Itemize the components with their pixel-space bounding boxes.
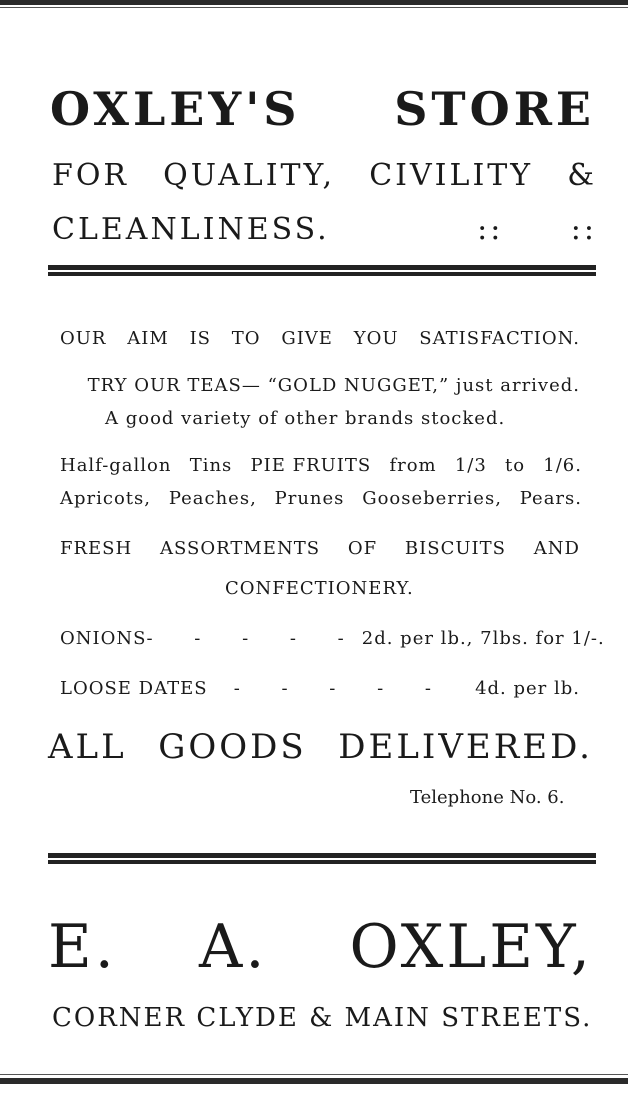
aim-word: GIVE	[281, 328, 333, 349]
fruits-line	[60, 455, 582, 476]
fruit-name: Apricots,	[60, 488, 151, 509]
delivery-word: GOODS	[158, 727, 307, 767]
fruits-word: 1/6.	[543, 455, 582, 476]
aim-word: OUR	[60, 328, 107, 349]
fruit-name: Peaches,	[168, 488, 257, 509]
fruit-name: Prunes	[274, 488, 345, 509]
slogan-line-2	[52, 212, 597, 247]
dates-item: LOOSE DATES	[60, 678, 208, 699]
aim-word: TO	[231, 328, 261, 349]
fruits-word: Tins	[189, 455, 233, 476]
slogan-word: FOR	[52, 158, 129, 193]
name-part: A.	[199, 912, 268, 982]
slogan-word: CLEANLINESS.	[52, 212, 330, 247]
telephone-number: Telephone No. 6.	[410, 787, 565, 808]
fruit-name: Pears.	[519, 488, 582, 509]
slogan-mark: ::	[570, 212, 597, 247]
fresh-word: OF	[347, 538, 378, 559]
delivery-word: DELIVERED.	[338, 727, 593, 767]
double-rule	[48, 265, 596, 276]
leader-dashes: - - - - -	[233, 678, 449, 699]
top-border	[0, 0, 628, 5]
fruits-word: from	[389, 455, 437, 476]
name-part: OXLEY,	[349, 912, 593, 982]
aim-word: YOU	[353, 328, 399, 349]
store-address: CORNER CLYDE & MAIN STREETS.	[52, 1003, 593, 1033]
slogan-word: &	[567, 158, 597, 193]
dates-price: 4d. per lb.	[475, 678, 580, 699]
slogan-line-1	[52, 158, 597, 193]
fresh-word: FRESH	[60, 538, 133, 559]
aim-line	[60, 328, 580, 349]
slogan-mark: ::	[477, 212, 504, 247]
teas-line: TRY OUR TEAS— “GOLD NUGGET,” just arrived.	[87, 375, 580, 396]
slogan-word: QUALITY,	[163, 158, 336, 193]
fruits-word: Half-gallon	[60, 455, 172, 476]
delivery-word: ALL	[48, 727, 127, 767]
top-border-thin	[0, 7, 628, 8]
slogan-word: CIVILITY	[369, 158, 534, 193]
aim-word: SATISFACTION.	[419, 328, 580, 349]
fruits-word: to	[505, 455, 526, 476]
name-part: E.	[48, 912, 117, 982]
fruits-word: PIE FRUITS	[250, 455, 372, 476]
onions-item: ONIONS	[60, 628, 147, 649]
fruit-list-line	[60, 488, 582, 509]
title-word: STORE	[394, 82, 595, 136]
leader-dashes: - - - - -	[146, 628, 362, 649]
aim-word: AIM	[127, 328, 169, 349]
onions-price: 2d. per lb., 7lbs. for 1/-.	[361, 628, 605, 649]
store-title	[50, 82, 595, 136]
dates-price-row	[60, 678, 580, 699]
fruits-word: 1/3	[454, 455, 487, 476]
aim-word: IS	[189, 328, 212, 349]
delivery-notice	[48, 727, 593, 767]
double-rule	[48, 853, 596, 864]
onions-price-row	[60, 628, 605, 649]
bottom-border-thin	[0, 1074, 628, 1075]
fresh-word: BISCUITS	[404, 538, 506, 559]
confectionery-line: CONFECTIONERY.	[225, 578, 414, 599]
title-word: OXLEY'S	[50, 82, 301, 136]
bottom-border	[0, 1078, 628, 1084]
variety-line: A good variety of other brands stocked.	[105, 408, 506, 429]
proprietor-name	[48, 912, 593, 982]
fresh-word: ASSORTMENTS	[160, 538, 321, 559]
fruit-name: Gooseberries,	[362, 488, 502, 509]
fresh-line	[60, 538, 580, 559]
fresh-word: AND	[533, 538, 580, 559]
